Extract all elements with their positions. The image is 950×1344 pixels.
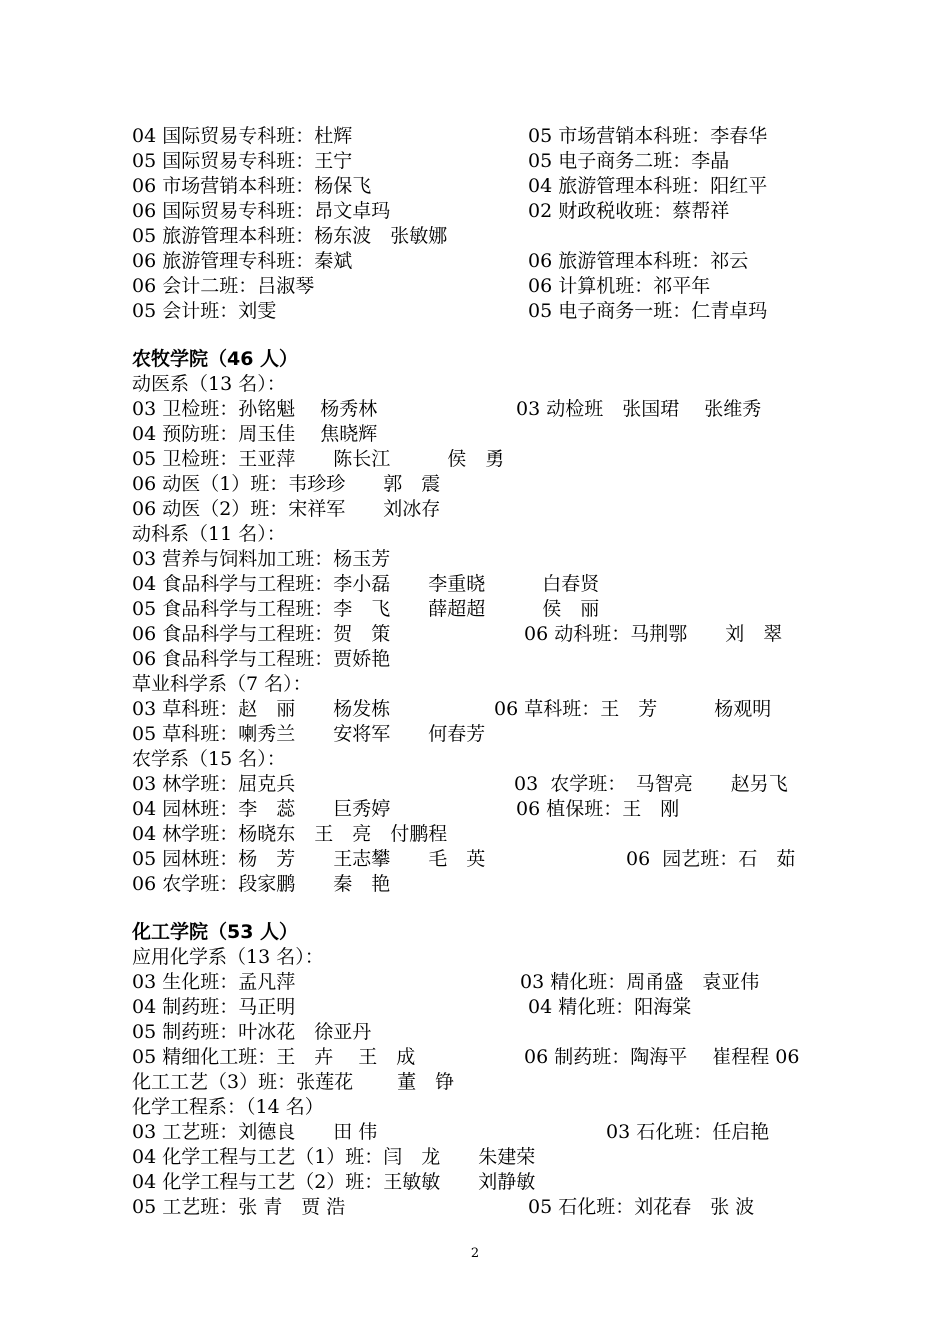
list-item: 06 动科班：马荆鄂 刘 翠 xyxy=(524,623,783,645)
section-heading: 农牧学院（46 人） xyxy=(132,348,299,370)
list-item: 05 草科班：喇秀兰 安将军 何春芳 xyxy=(132,723,486,745)
list-item: 06 计算机班：祁平年 xyxy=(528,275,711,297)
list-item: 03 动检班 张国珺 张维秀 xyxy=(516,398,762,420)
department-heading: 应用化学系（13 名）： xyxy=(132,946,324,968)
list-item: 02 财政税收班：蔡帮祥 xyxy=(528,200,730,222)
list-item: 03 石化班：任启艳 xyxy=(606,1121,770,1143)
list-item: 03 卫检班：孙铭魁 杨秀林 xyxy=(132,398,378,420)
list-item: 04 制药班：马正明 xyxy=(132,996,296,1018)
list-item: 04 精化班：阳海棠 xyxy=(528,996,692,1018)
list-item: 04 旅游管理本科班：阳红平 xyxy=(528,175,768,197)
list-item: 03 精化班：周甬盛 袁亚伟 xyxy=(520,971,760,993)
list-item: 06 旅游管理专科班：秦斌 xyxy=(132,250,353,272)
department-heading: 动医系（13 名）： xyxy=(132,373,286,395)
list-item: 05 市场营销本科班：李春华 xyxy=(528,125,768,147)
department-heading: 农学系（15 名）： xyxy=(132,748,286,770)
list-item: 04 化学工程与工艺（1）班：闫 龙 朱建荣 xyxy=(132,1146,536,1168)
list-item: 05 食品科学与工程班：李 飞 薛超超 侯 丽 xyxy=(132,598,600,620)
list-item: 化工工艺（3）班：张莲花 董 铮 xyxy=(132,1071,455,1093)
list-item: 05 工艺班：张 青 贾 浩 xyxy=(132,1196,346,1218)
department-heading: 草业科学系（7 名）： xyxy=(132,673,312,695)
list-item: 03 营养与饲料加工班：杨玉芳 xyxy=(132,548,391,570)
list-item: 06 植保班：王 刚 xyxy=(516,798,680,820)
list-item: 05 会计班：刘雯 xyxy=(132,300,277,322)
page-number: 2 xyxy=(470,1246,480,1261)
list-item: 06 食品科学与工程班：贺 策 xyxy=(132,623,391,645)
list-item: 06 动医（1）班：韦珍珍 郭 震 xyxy=(132,473,441,495)
list-item: 06 制药班：陶海平 崔程程 06 xyxy=(524,1046,800,1068)
list-item: 04 园林班：李 蕊 巨秀婷 xyxy=(132,798,391,820)
list-item: 06 旅游管理本科班：祁云 xyxy=(528,250,749,272)
list-item: 05 旅游管理本科班：杨东波 张敏娜 xyxy=(132,225,448,247)
list-item: 05 精细化工班：王 卉 王 成 xyxy=(132,1046,416,1068)
list-item: 05 制药班：叶冰花 徐亚丹 xyxy=(132,1021,372,1043)
list-item: 05 电子商务一班：仁青卓玛 xyxy=(528,300,768,322)
list-item: 05 国际贸易专科班：王宁 xyxy=(132,150,353,172)
list-item: 03 林学班：屈克兵 xyxy=(132,773,296,795)
list-item: 05 石化班：刘花春 张 波 xyxy=(528,1196,755,1218)
list-item: 06 食品科学与工程班：贾娇艳 xyxy=(132,648,391,670)
list-item: 05 卫检班：王亚萍 陈长江 侯 勇 xyxy=(132,448,505,470)
list-item: 05 园林班：杨 芳 王志攀 毛 英 xyxy=(132,848,486,870)
list-item: 04 食品科学与工程班：李小磊 李重晓 白春贤 xyxy=(132,573,600,595)
list-item: 06 农学班：段家鹏 秦 艳 xyxy=(132,873,391,895)
list-item: 03 工艺班：刘德良 田 伟 xyxy=(132,1121,378,1143)
list-item: 06 园艺班：石 茹 xyxy=(626,848,796,870)
list-item: 03 草科班：赵 丽 杨发栋 xyxy=(132,698,391,720)
list-item: 06 会计二班：吕淑琴 xyxy=(132,275,315,297)
list-item: 04 预防班：周玉佳 焦晓辉 xyxy=(132,423,378,445)
list-item: 06 国际贸易专科班：昂文卓玛 xyxy=(132,200,391,222)
list-item: 06 草科班：王 芳 杨观明 xyxy=(494,698,772,720)
list-item: 05 电子商务二班：李晶 xyxy=(528,150,730,172)
list-item: 06 动医（2）班：宋祥军 刘冰存 xyxy=(132,498,441,520)
list-item: 06 市场营销本科班：杨保飞 xyxy=(132,175,372,197)
section-heading: 化工学院（53 人） xyxy=(132,921,299,943)
department-heading: 动科系（11 名）： xyxy=(132,523,286,545)
list-item: 04 国际贸易专科班：杜辉 xyxy=(132,125,353,147)
list-item: 04 林学班：杨晓东 王 亮 付鹏程 xyxy=(132,823,448,845)
list-item: 03 农学班： 马智亮 赵另飞 xyxy=(514,773,788,795)
list-item: 03 生化班：孟凡萍 xyxy=(132,971,296,993)
list-item: 04 化学工程与工艺（2）班：王敏敏 刘静敏 xyxy=(132,1171,536,1193)
department-heading: 化学工程系：（14 名） xyxy=(132,1096,324,1118)
